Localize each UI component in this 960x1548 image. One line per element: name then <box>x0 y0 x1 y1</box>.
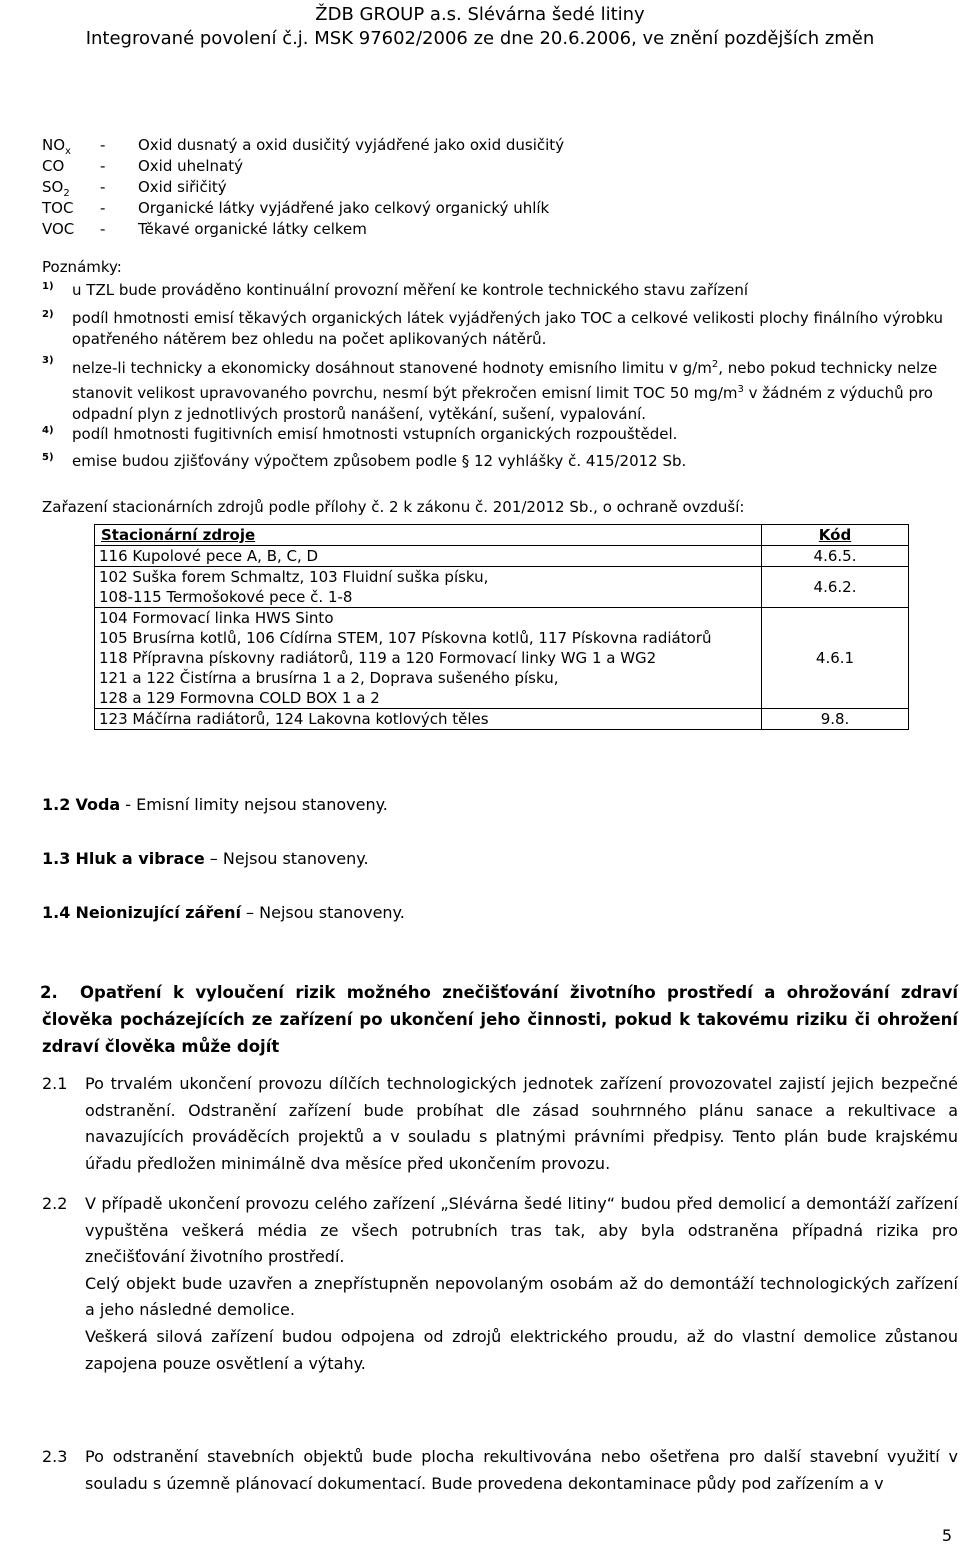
note-3: 3) nelze-li technicky a ekonomicky dosáhnout stanovené hodnoty emisního limitu v $g/m^2$, nebo pokud technicky nelze stanovit velikost upravovaného povrchu, nesmí být překročen emisní limit TOC 50 $mg/m^3$ v žádném z výduchů pro odpadní plyn z jednotlivých prostorů nanášení, vytěkání, sušení, vypalování. <box>42 355 938 423</box>
note-1: 1) u TZL bude prováděno kontinuální provozní měření ke kontrole technického stavu zařízení <box>42 281 749 299</box>
item-2-2: 2.2 V případě ukončení provozu celého zařízení „Slévárna šedé litiny“ budou před demolicí a demontáží zařízení vypuštěna veškerá média ze všech potrubních tras tak, aby byla odstraněna případná rizika pro znečišťování životního prostředí. Celý objekt bude uzavřen a znepřístupněn nepovolaným osobám až do demontáží technologických zařízení a jeho následné demolice. Veškerá silová zařízení budou odpojena od zdrojů elektrického proudu, až do vlastní demolice zůstanou zapojena pouze osvětlení a výtahy. <box>42 1194 958 1373</box>
table-header-row <box>95 525 909 546</box>
table-row: 102 Suška forem Schmaltz, 103 Fluidní suška písku, 108-115 Termošokové pece č. 1-8 4.6.2. <box>95 567 909 608</box>
abbr-row: CO - Oxid uhelnatý <box>42 157 244 175</box>
abbr-row: TOC - Organické látky vyjádřené jako celkový organický uhlík <box>42 199 550 217</box>
sources-table <box>94 524 909 730</box>
table-row: 104 Formovací linka HWS Sinto 105 Brusírna kotlů, 106 Cídírna STEM, 107 Pískovna kotlů, 117 Pískovna radiátorů 118 Přípravna pískovny radiátorů, 119 a 120 Formovací linky WG 1 a WG2 121 a 122 Čistírna a brusírna 1 a 2, Doprava sušeného písku, 128 a 129 Formovna COLD BOX 1 a 2 4.6.1 <box>95 608 909 709</box>
section-1-3: 1.3 Hluk a vibrace – Nejsou stanoveny. <box>42 849 369 868</box>
note-4: 4) podíl hmotnosti fugitivních emisí hmotnosti vstupních organických rozpouštědel. <box>42 425 678 443</box>
section-1-2: 1.2 Voda - Emisní limity nejsou stanoveny. <box>42 795 388 814</box>
classification-intro: Zařazení stacionárních zdrojů podle přílohy č. 2 k zákonu č. 201/2012 Sb., o ochraně ovzduší: <box>42 498 745 516</box>
abbr-row: VOC - Těkavé organické látky celkem <box>42 220 367 238</box>
item-2-3: 2.3 Po odstranění stavebních objektů bude plocha rekultivována nebo ošetřena pro další stavební využití v souladu s územně plánovací dokumentací. Bude provedena dekontaminace půdy pod zařízením a v <box>42 1447 958 1493</box>
notes-heading: Poznámky: <box>42 258 122 276</box>
note-5: 5) emise budou zjišťovány výpočtem způsobem podle § 12 vyhlášky č. 415/2012 Sb. <box>42 452 687 470</box>
chapter-2-heading: 2. Opatření k vyloučení rizik možného znečišťování životního prostředí a ohrožování zdraví člověka pocházejících ze zařízení po ukončení jeho činnosti, pokud k takovému riziku či ohrožení zdraví člověka může dojít <box>40 983 958 1056</box>
col-header-source: Stacionární zdroje <box>95 525 762 546</box>
note-2: 2) podíl hmotnosti emisí těkavých organických látek vyjádřených jako TOC a celkové velikosti plochy finálního výrobku opatřeného nátěrem bez ohledu na počet aplikovaných nátěrů. <box>42 309 943 348</box>
page-number: 5 <box>941 1526 952 1545</box>
col-header-code: Kód <box>762 525 909 546</box>
abbr-row: $NO_x$ - Oxid dusnatý a oxid dusičitý vyjádřené jako oxid dusičitý <box>42 136 565 157</box>
item-2-1: 2.1 Po trvalém ukončení provozu dílčích technologických jednotek zařízení provozovatel zajistí jejich bezpečné odstranění. Odstranění zařízení bude probíhat dle zásad souhrnného plánu sanace a rekultivace a navazujících prováděcích projektů a v souladu s platnými právními předpisy. Tento plán bude krajskému úřadu předložen minimálně dva měsíce před ukončením provozu. <box>42 1074 958 1173</box>
table-row: 123 Máčírna radiátorů, 124 Lakovna kotlových těles 9.8. <box>95 709 909 730</box>
abbr-row: $SO_2$ - Oxid siřičitý <box>42 178 227 199</box>
header-line-1: ŽDB GROUP a.s. Slévárna šedé litiny <box>315 4 645 25</box>
header-line-2: Integrované povolení č.j. MSK 97602/2006 ze dne 20.6.2006, ve znění pozdějších změn <box>85 28 875 49</box>
table-row: 116 Kupolové pece A, B, C, D 4.6.5. <box>95 546 909 567</box>
section-1-4: 1.4 Neionizující záření – Nejsou stanoveny. <box>42 903 405 922</box>
